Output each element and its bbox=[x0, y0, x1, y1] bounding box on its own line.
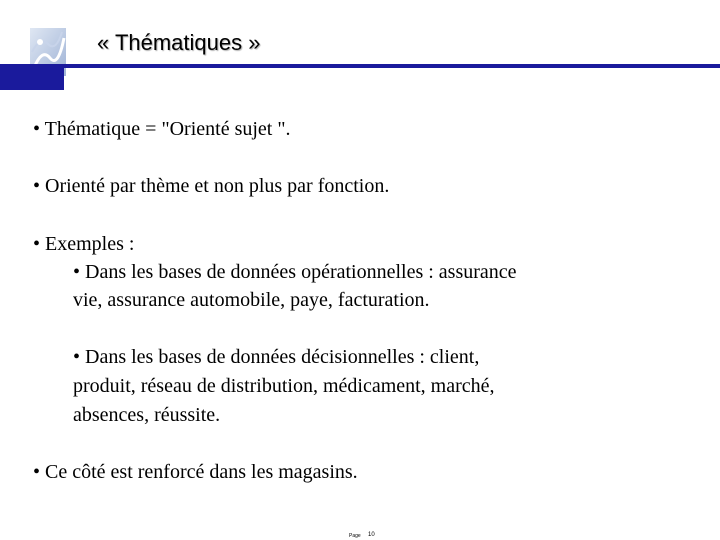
bullet-icon: • bbox=[73, 346, 81, 368]
footer-page-label: Page bbox=[349, 533, 361, 539]
bullet-item-1 bbox=[33, 117, 291, 141]
bullet-icon: • bbox=[73, 261, 81, 283]
bullet-icon: • bbox=[33, 233, 41, 255]
sub-item-text: Dans les bases de données décisionnelles : client, bbox=[85, 346, 480, 368]
sub-item-decisional bbox=[73, 345, 479, 369]
bullet-item-2 bbox=[33, 174, 389, 198]
sub-item-text: vie, assurance automobile, paye, facturation. bbox=[73, 289, 430, 311]
bullet-item-3 bbox=[33, 232, 134, 256]
sub-item-text: produit, réseau de distribution, médicament, marché, bbox=[73, 375, 495, 397]
bullet-item-4 bbox=[33, 460, 358, 484]
sub-item-text: absences, réussite. bbox=[73, 404, 221, 426]
bullet-text: Thématique = "Orienté sujet ". bbox=[44, 118, 291, 140]
sub-item-operational-continuation bbox=[73, 288, 430, 312]
sub-item-text: Dans les bases de données opérationnelles : assurance bbox=[85, 261, 517, 283]
footer-page-number: 10 bbox=[368, 532, 375, 538]
slide-title: « Thématiques » bbox=[97, 30, 261, 55]
sub-item-decisional-continuation bbox=[73, 403, 220, 427]
bullet-text: Orienté par thème et non plus par fonction. bbox=[45, 175, 390, 197]
bullet-icon: • bbox=[33, 175, 41, 197]
sub-item-operational bbox=[73, 260, 517, 284]
bullet-icon: • bbox=[33, 118, 41, 140]
sub-item-decisional-continuation bbox=[73, 374, 495, 398]
bullet-text: Exemples : bbox=[45, 233, 135, 255]
header-rule bbox=[0, 64, 720, 68]
bullet-text: Ce côté est renforcé dans les magasins. bbox=[45, 461, 358, 483]
bullet-icon: • bbox=[33, 461, 41, 483]
